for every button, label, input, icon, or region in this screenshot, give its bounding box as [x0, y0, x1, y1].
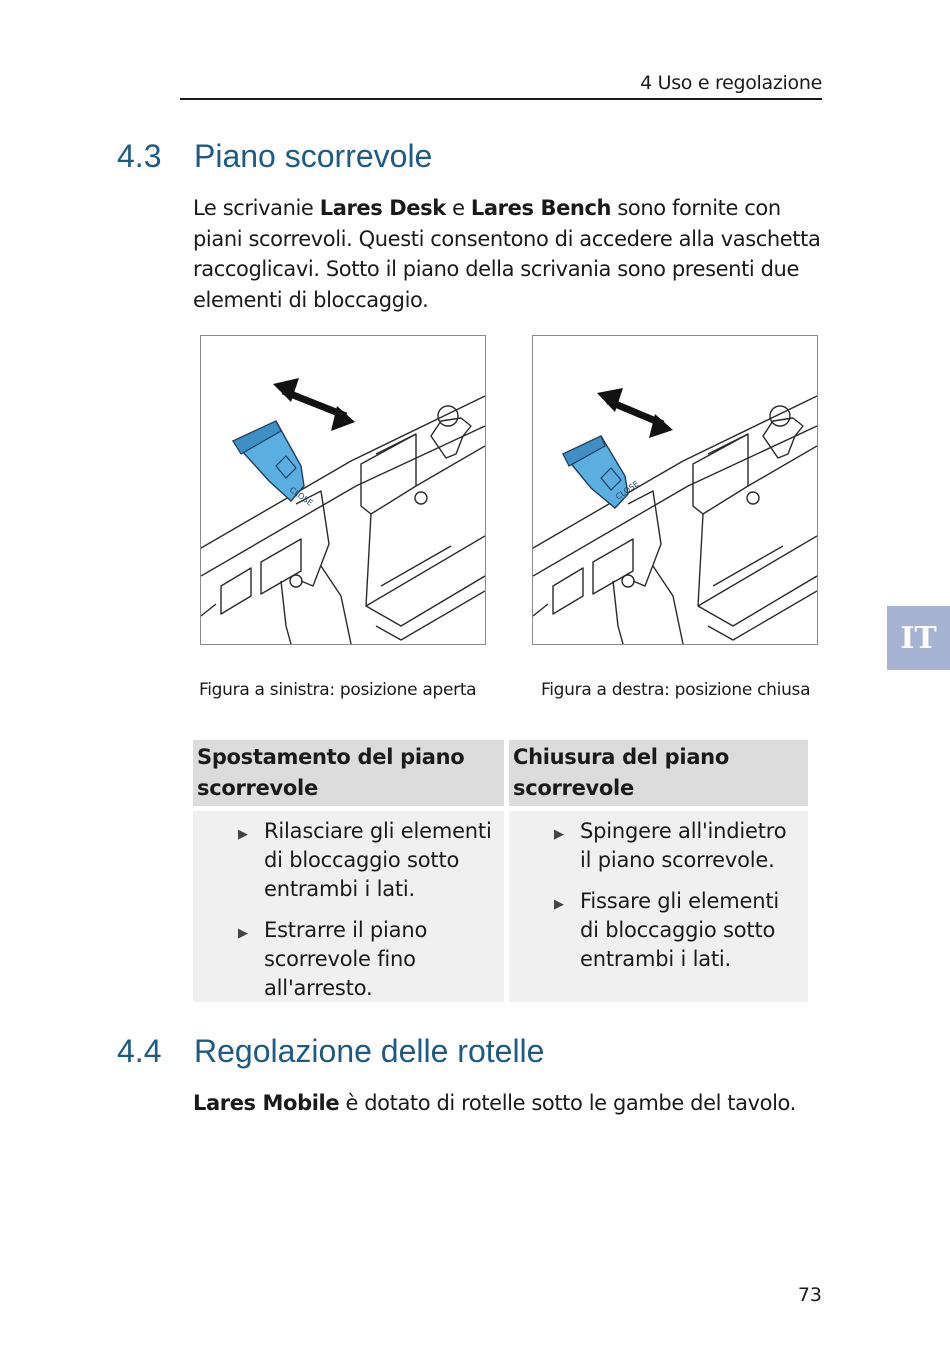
procedure-step — [193, 817, 500, 904]
bullet-triangle-icon: ▶ — [238, 926, 248, 941]
page-number: 73 — [797, 1284, 822, 1306]
step-text: Estrarre il piano scorrevole fino all'arresto. — [264, 918, 428, 1000]
procedure-steps — [509, 811, 808, 1002]
lock-label: CLOSE — [287, 485, 315, 508]
section-intro — [193, 1088, 833, 1119]
double-arrow-icon — [273, 378, 355, 431]
section-heading-4-4 — [117, 1033, 544, 1070]
section-number: 4.3 — [117, 138, 162, 174]
bullet-triangle-icon: ▶ — [238, 827, 248, 842]
figure-closed-position — [532, 335, 818, 645]
section-title: Piano scorrevole — [194, 138, 433, 174]
lock-slider — [233, 421, 314, 508]
product-name: Lares Bench — [470, 196, 612, 220]
procedure-close — [509, 740, 808, 1002]
section-title: Regolazione delle rotelle — [194, 1033, 545, 1069]
product-name: Lares Desk — [319, 196, 446, 220]
intro-text: Le scrivanie — [193, 196, 320, 220]
running-header: 4 Uso e regolazione — [180, 72, 822, 100]
bullet-triangle-icon: ▶ — [554, 827, 564, 842]
procedure-heading: Chiusura del piano scorrevole — [509, 740, 808, 806]
double-arrow-icon — [597, 388, 673, 438]
section-number: 4.4 — [117, 1033, 162, 1069]
figure-open-position — [200, 335, 486, 645]
intro-text: sono fornite con piani scorrevoli. Questi consentono di accedere alla vaschetta raccoglicavi. Sotto il piano della scrivania sono presenti due elementi di bloccaggio. — [193, 196, 821, 312]
figure-caption-left: Figura a sinistra: posizione aperta — [199, 680, 477, 700]
product-name: Lares Mobile — [193, 1091, 340, 1115]
step-text: Rilasciare gli elementi di bloccaggio sotto entrambi i lati. — [264, 819, 492, 901]
step-text: Fissare gli elementi di bloccaggio sotto entrambi i lati. — [580, 889, 780, 971]
section-heading-4-3 — [117, 138, 432, 175]
desk-mechanism-illustration — [533, 336, 817, 644]
step-text: Spingere all'indietro il piano scorrevole. — [580, 819, 787, 872]
procedure-open — [193, 740, 504, 1002]
procedure-heading: Spostamento del piano scorrevole — [193, 740, 504, 806]
figure-caption-right: Figura a destra: posizione chiusa — [541, 680, 811, 700]
lock-slider — [563, 436, 641, 508]
language-tab: IT — [887, 606, 950, 670]
intro-text: è dotato di rotelle sotto le gambe del tavolo. — [339, 1091, 796, 1115]
procedure-steps — [193, 811, 504, 1002]
procedure-step — [509, 817, 804, 875]
bullet-triangle-icon: ▶ — [554, 897, 564, 912]
procedure-step — [193, 916, 500, 1003]
intro-text: e — [445, 196, 471, 220]
lock-label: CLOSE — [613, 479, 641, 502]
desk-mechanism-illustration — [201, 336, 485, 644]
procedure-step — [509, 887, 804, 974]
section-intro — [193, 193, 833, 315]
